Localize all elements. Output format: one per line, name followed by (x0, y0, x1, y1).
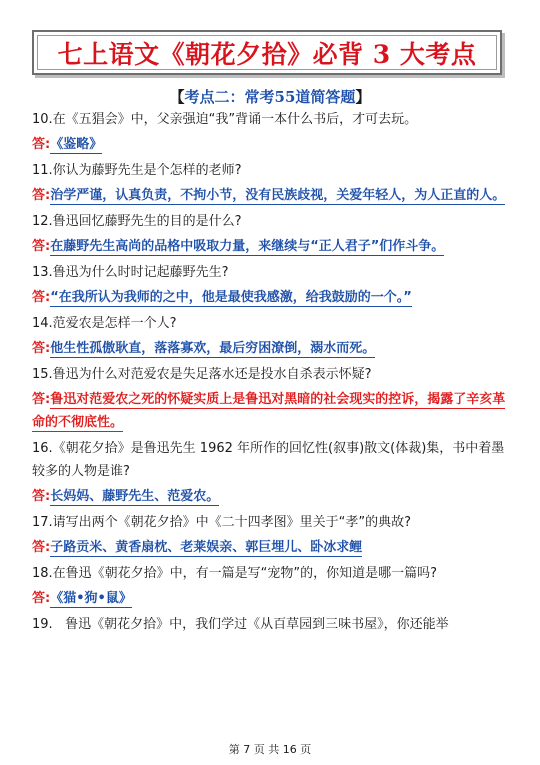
qa-item (32, 562, 512, 610)
answer-label: 答: (32, 540, 51, 555)
answer-label: 答: (32, 239, 51, 254)
qa-item (32, 511, 512, 559)
answer (32, 286, 512, 309)
answer (32, 337, 512, 360)
subtitle-open-bracket: 【 (169, 88, 185, 106)
answer-label: 答: (32, 137, 51, 152)
qa-list (32, 108, 512, 636)
answer-text: 子路贡米、黄香扇枕、老莱娱亲、郭巨埋儿、卧冰求鲤 (50, 540, 363, 555)
answer (32, 388, 512, 434)
answer (32, 133, 512, 156)
qa-item (32, 312, 512, 360)
question-text: 15.鲁迅为什么对范爱农是失足落水还是投水自杀表示怀疑? (32, 367, 372, 382)
question-text: 10.在《五猖会》中，父亲强迫“我”背诵一本什么书后，才可去玩。 (32, 112, 418, 127)
qa-item (32, 261, 512, 309)
qa-item (32, 363, 512, 434)
answer (32, 184, 512, 207)
answer-label: 答: (32, 341, 51, 356)
question-text: 17.请写出两个《朝花夕拾》中《二十四孝图》里关于“孝”的典故? (32, 515, 412, 530)
qa-item (32, 437, 512, 508)
section-subtitle (0, 86, 540, 107)
title-box (32, 30, 502, 75)
answer-text: “在我所认为我师的之中，他是最使我感激，给我鼓励的一个。” (50, 290, 412, 305)
answer (32, 485, 512, 508)
question-text: 19. 鲁迅《朝花夕拾》中，我们学过《从百草园到三味书屋》，你还能举 (32, 617, 449, 632)
question-text: 12.鲁迅回忆藤野先生的目的是什么? (32, 214, 242, 229)
answer (32, 587, 512, 610)
answer-text: 在藤野先生高尚的品格中吸取力量，来继续与“正人君子”们作斗争。 (50, 239, 445, 254)
question-text: 16.《朝花夕拾》是鲁迅先生 1962 年所作的回忆性(叙事)散文(体裁)集，书中着墨较多的人物是谁? (32, 441, 505, 479)
answer-label: 答: (32, 290, 51, 305)
answer-label: 答: (32, 591, 51, 606)
answer-text: 治学严谨，认真负责，不拘小节，没有民族歧视，关爱年轻人，为人正直的人。 (50, 188, 506, 203)
answer (32, 536, 512, 559)
question-text: 11.你认为藤野先生是个怎样的老师? (32, 163, 242, 178)
qa-item (32, 210, 512, 258)
subtitle-close-bracket: 】 (355, 88, 371, 106)
qa-item (32, 108, 512, 156)
answer-text: 鲁迅对范爱农之死的怀疑实质上是鲁迅对黑暗的社会现实的控诉，揭露了辛亥革命的不彻底性。 (32, 392, 506, 430)
question-text: 18.在鲁迅《朝花夕拾》中，有一篇是写“宠物”的，你知道是哪一篇吗? (32, 566, 438, 581)
answer-label: 答: (32, 188, 51, 203)
answer-text: 《猫•狗•鼠》 (50, 591, 132, 606)
question-text: 13.鲁迅为什么时时记起藤野先生? (32, 265, 229, 280)
answer-text: 长妈妈、藤野先生、范爱农。 (50, 489, 220, 504)
answer-text: 《鉴略》 (50, 137, 103, 152)
answer-label: 答: (32, 489, 51, 504)
page-title: 七上语文《朝花夕拾》必背 3 大考点 (57, 39, 477, 69)
subtitle-text: 考点二：常考55道简答题 (184, 88, 356, 106)
answer-label: 答: (32, 392, 51, 407)
answer (32, 235, 512, 258)
qa-item (32, 159, 512, 207)
page-footer: 第 7 页 共 16 页 (228, 743, 312, 756)
answer-text: 他生性孤傲耿直，落落寡欢，最后穷困潦倒，溺水而死。 (50, 341, 376, 356)
qa-item (32, 613, 512, 636)
question-text: 14.范爱农是怎样一个人? (32, 316, 177, 331)
